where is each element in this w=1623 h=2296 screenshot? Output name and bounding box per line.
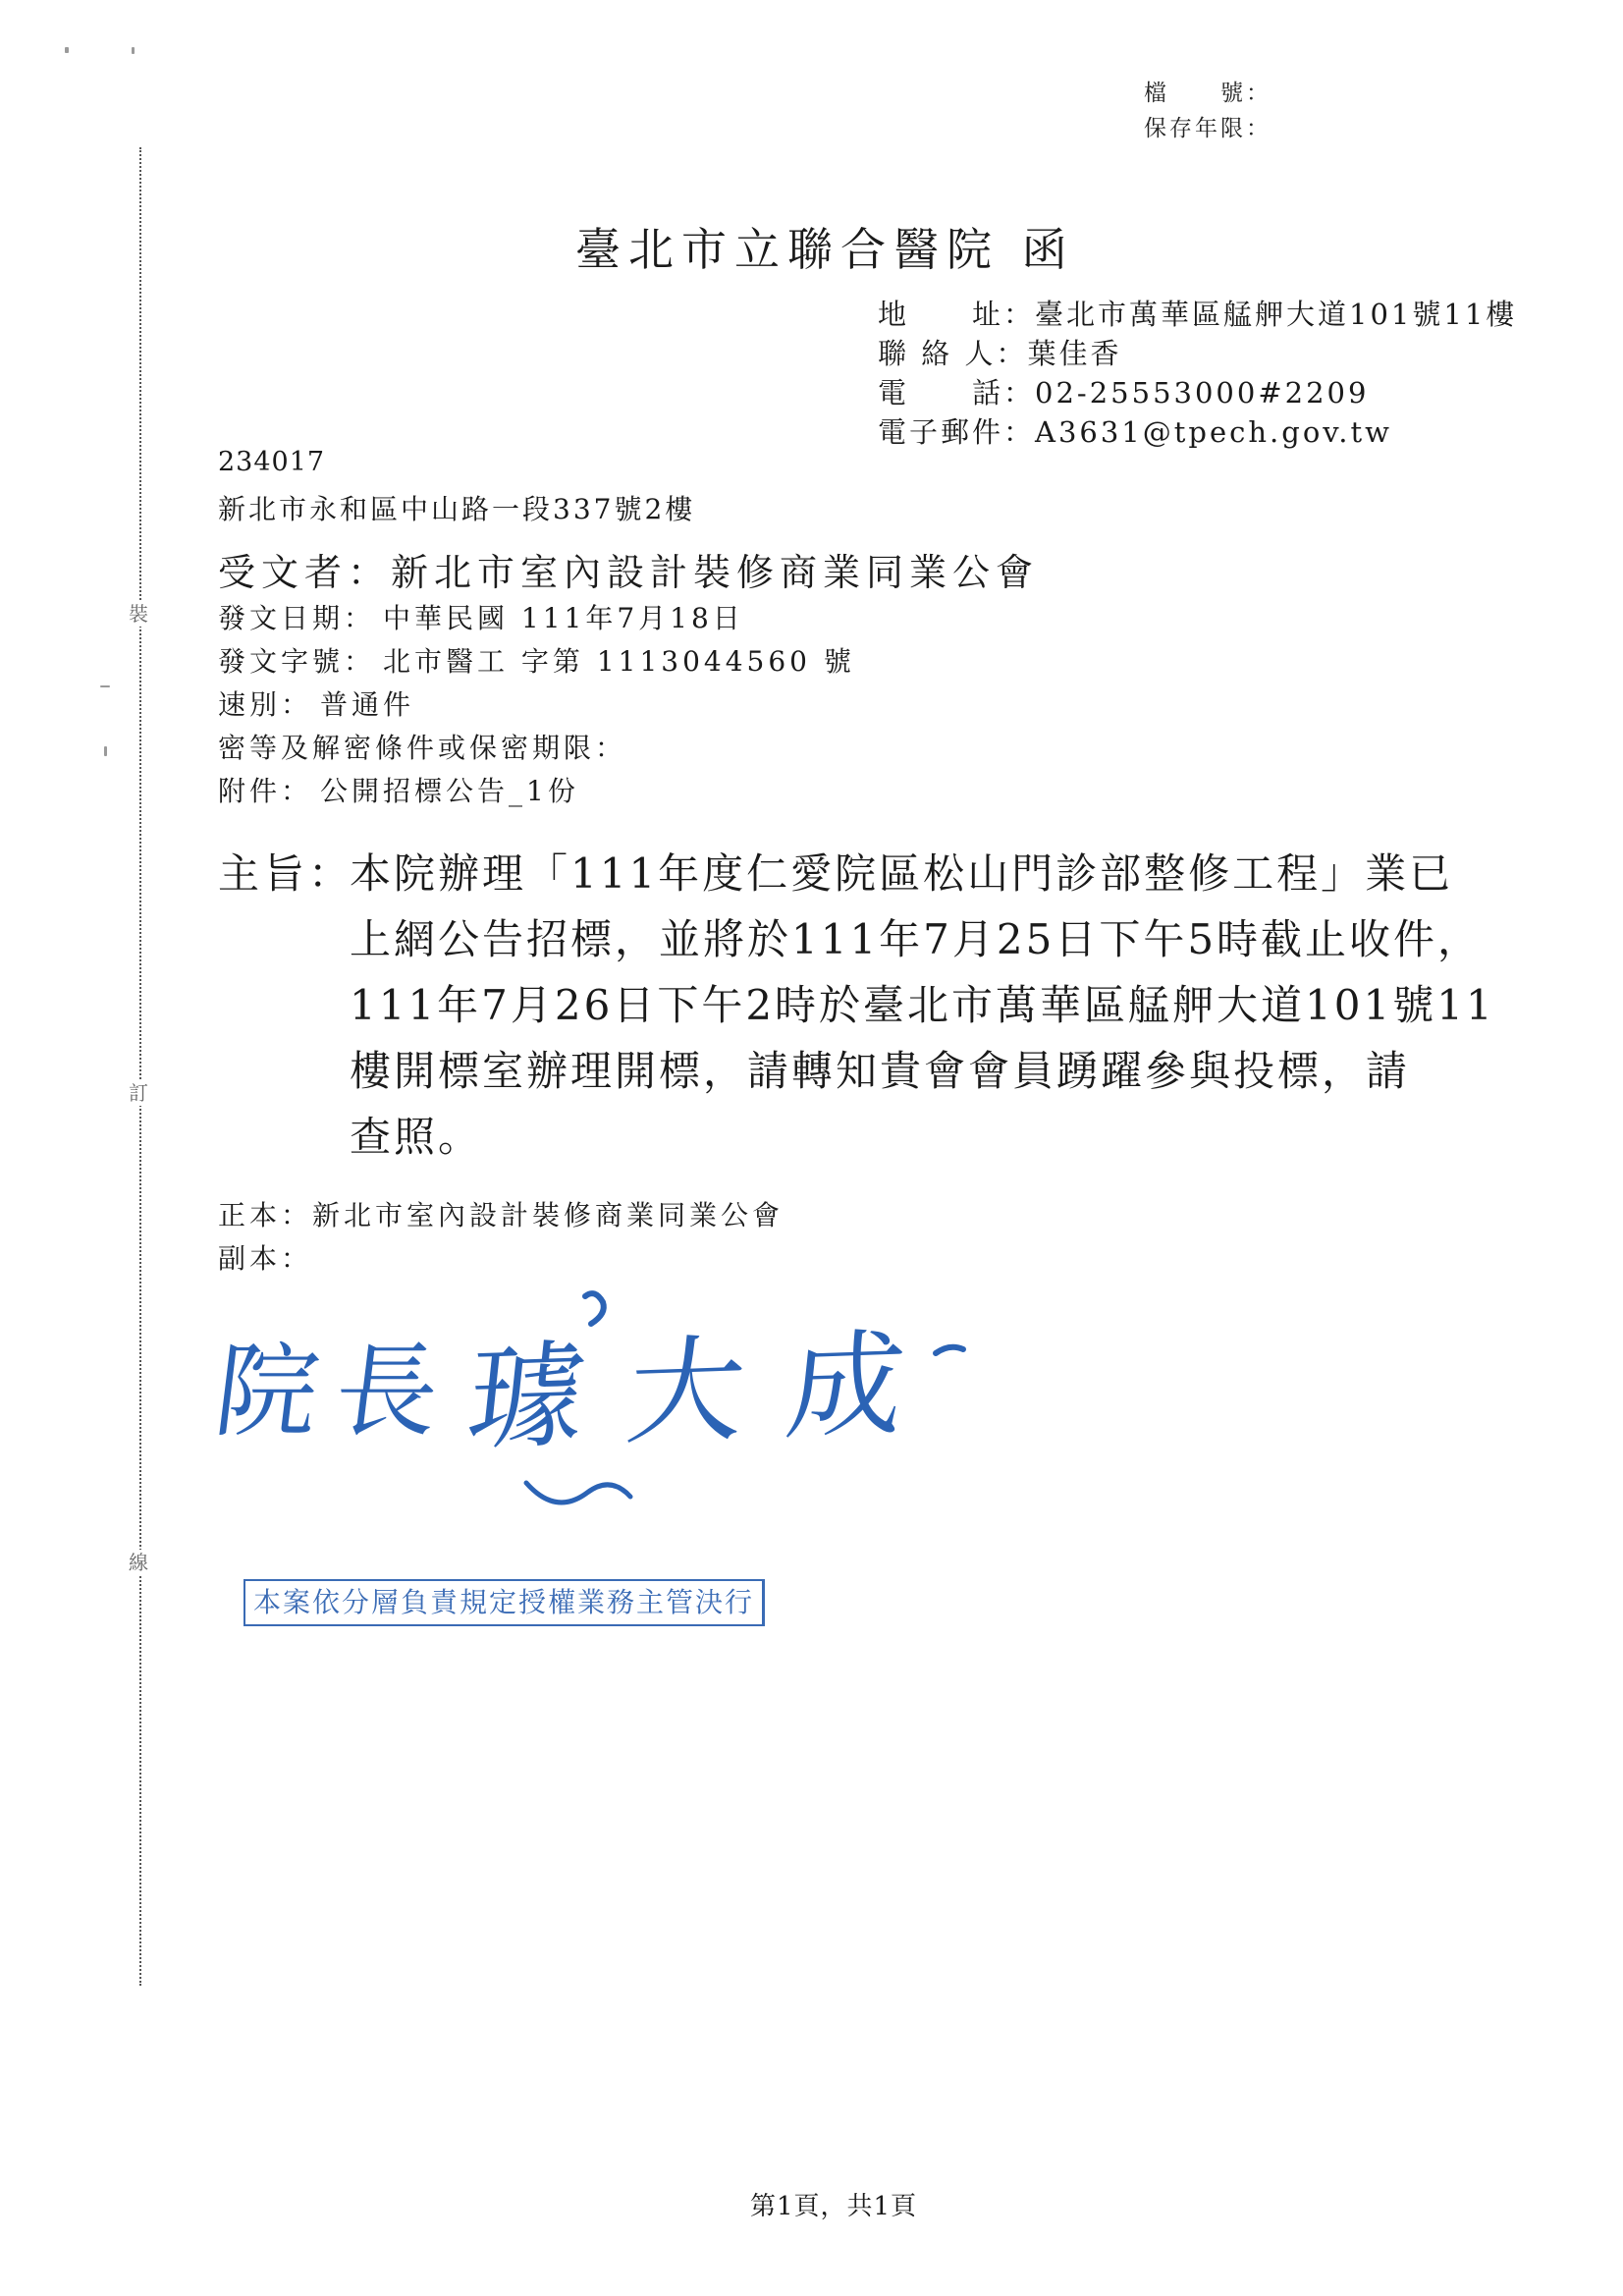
issue-date-label: 發文日期： <box>218 602 376 634</box>
subject-line: 本院辦理「111年度仁愛院區松山門診部整修工程」業已 <box>350 849 1454 898</box>
recipient-address: 新北市永和區中山路一段337號2樓 <box>218 493 696 525</box>
sender-contact-label: 聯 絡 人： <box>878 337 1028 370</box>
sender-info <box>878 295 1517 452</box>
page-number: 第1頁，共1頁 <box>749 2192 918 2221</box>
classification-row <box>218 727 855 770</box>
original-copy-row <box>218 1194 784 1237</box>
speed: 普通件 <box>320 688 415 721</box>
retention-period-label: 保存年限： <box>1144 116 1271 141</box>
sender-email-label: 電子郵件： <box>878 415 1036 449</box>
classification-label: 密等及解密條件或保密期限： <box>218 732 627 764</box>
sender-address: 臺北市萬華區艋舺大道101號11樓 <box>1035 298 1518 331</box>
document-number-label: 發文字號： <box>218 645 376 678</box>
subject-label: 主旨： <box>218 849 354 898</box>
subject-line: 上網公告招標，並將於111年7月25日下午5時截止收件， <box>350 915 1483 963</box>
issue-date: 中華民國 111年7月18日 <box>383 602 744 634</box>
signature-title: 院長 <box>208 1332 463 1451</box>
scan-speck <box>132 47 135 54</box>
sender-email-row <box>878 412 1517 452</box>
recipient-line <box>218 542 1039 596</box>
sender-contact: 葉佳香 <box>1027 337 1122 370</box>
sender-phone-label: 電 話： <box>878 376 1036 410</box>
document-number: 北市醫工 字第 1113044560 號 <box>383 645 855 678</box>
subject-line: 樓開標室辦理開標，請轉知貴會會員踴躍參與投標，請 <box>350 1047 1411 1095</box>
scan-speck <box>100 685 110 687</box>
attachment: 公開招標公告_1份 <box>320 775 579 807</box>
issue-date-row <box>218 597 855 640</box>
binding-mark-top: 裝 <box>129 602 148 626</box>
subject-line: 111年7月26日下午2時於臺北市萬華區艋舺大道101號11 <box>350 981 1495 1029</box>
sender-address-label: 地 址： <box>878 298 1036 331</box>
original-copy-label: 正本： <box>218 1199 313 1231</box>
attachment-label: 附件： <box>218 775 313 807</box>
binding-mark-middle: 訂 <box>129 1081 148 1105</box>
binding-mark-bottom: 線 <box>129 1551 148 1574</box>
sender-email: A3631@tpech.gov.tw <box>1035 415 1392 449</box>
file-number-label: 檔 號： <box>1144 81 1271 106</box>
recipient-name: 新北市室內設計裝修商業同業公會 <box>391 551 1040 594</box>
subject-line: 查照。 <box>350 1113 483 1161</box>
sender-phone: 02-25553000#2209 <box>1035 376 1370 410</box>
recipient-label: 受文者： <box>218 551 392 594</box>
subject-body <box>350 841 1495 1170</box>
original-copy-recipient: 新北市室內設計裝修商業同業公會 <box>312 1199 784 1231</box>
sender-address-row <box>878 295 1517 334</box>
document-title: 臺北市立聯合醫院 函 <box>575 223 1075 276</box>
distribution <box>218 1194 784 1281</box>
scan-speck <box>104 746 107 756</box>
speed-label: 速別： <box>218 688 313 721</box>
recipient-postal-code: 234017 <box>218 447 326 477</box>
signature-flourish <box>936 1347 963 1353</box>
speed-row <box>218 683 855 727</box>
signature-strokes <box>214 1277 1019 1532</box>
sender-phone-row <box>878 373 1517 412</box>
document-meta <box>218 597 855 813</box>
document-number-row <box>218 640 855 683</box>
carbon-copy-label: 副本： <box>218 1242 313 1275</box>
carbon-copy-row <box>218 1237 784 1281</box>
scan-speck <box>65 47 69 53</box>
signature-name: 璩大成 <box>460 1314 955 1467</box>
attachment-row <box>218 770 855 813</box>
signature-flourish <box>585 1293 604 1324</box>
sender-contact-row <box>878 334 1517 373</box>
binding-line <box>139 147 141 1986</box>
authorization-stamp: 本案依分層負責規定授權業務主管決行 <box>243 1579 765 1626</box>
signature-flourish <box>526 1483 630 1503</box>
